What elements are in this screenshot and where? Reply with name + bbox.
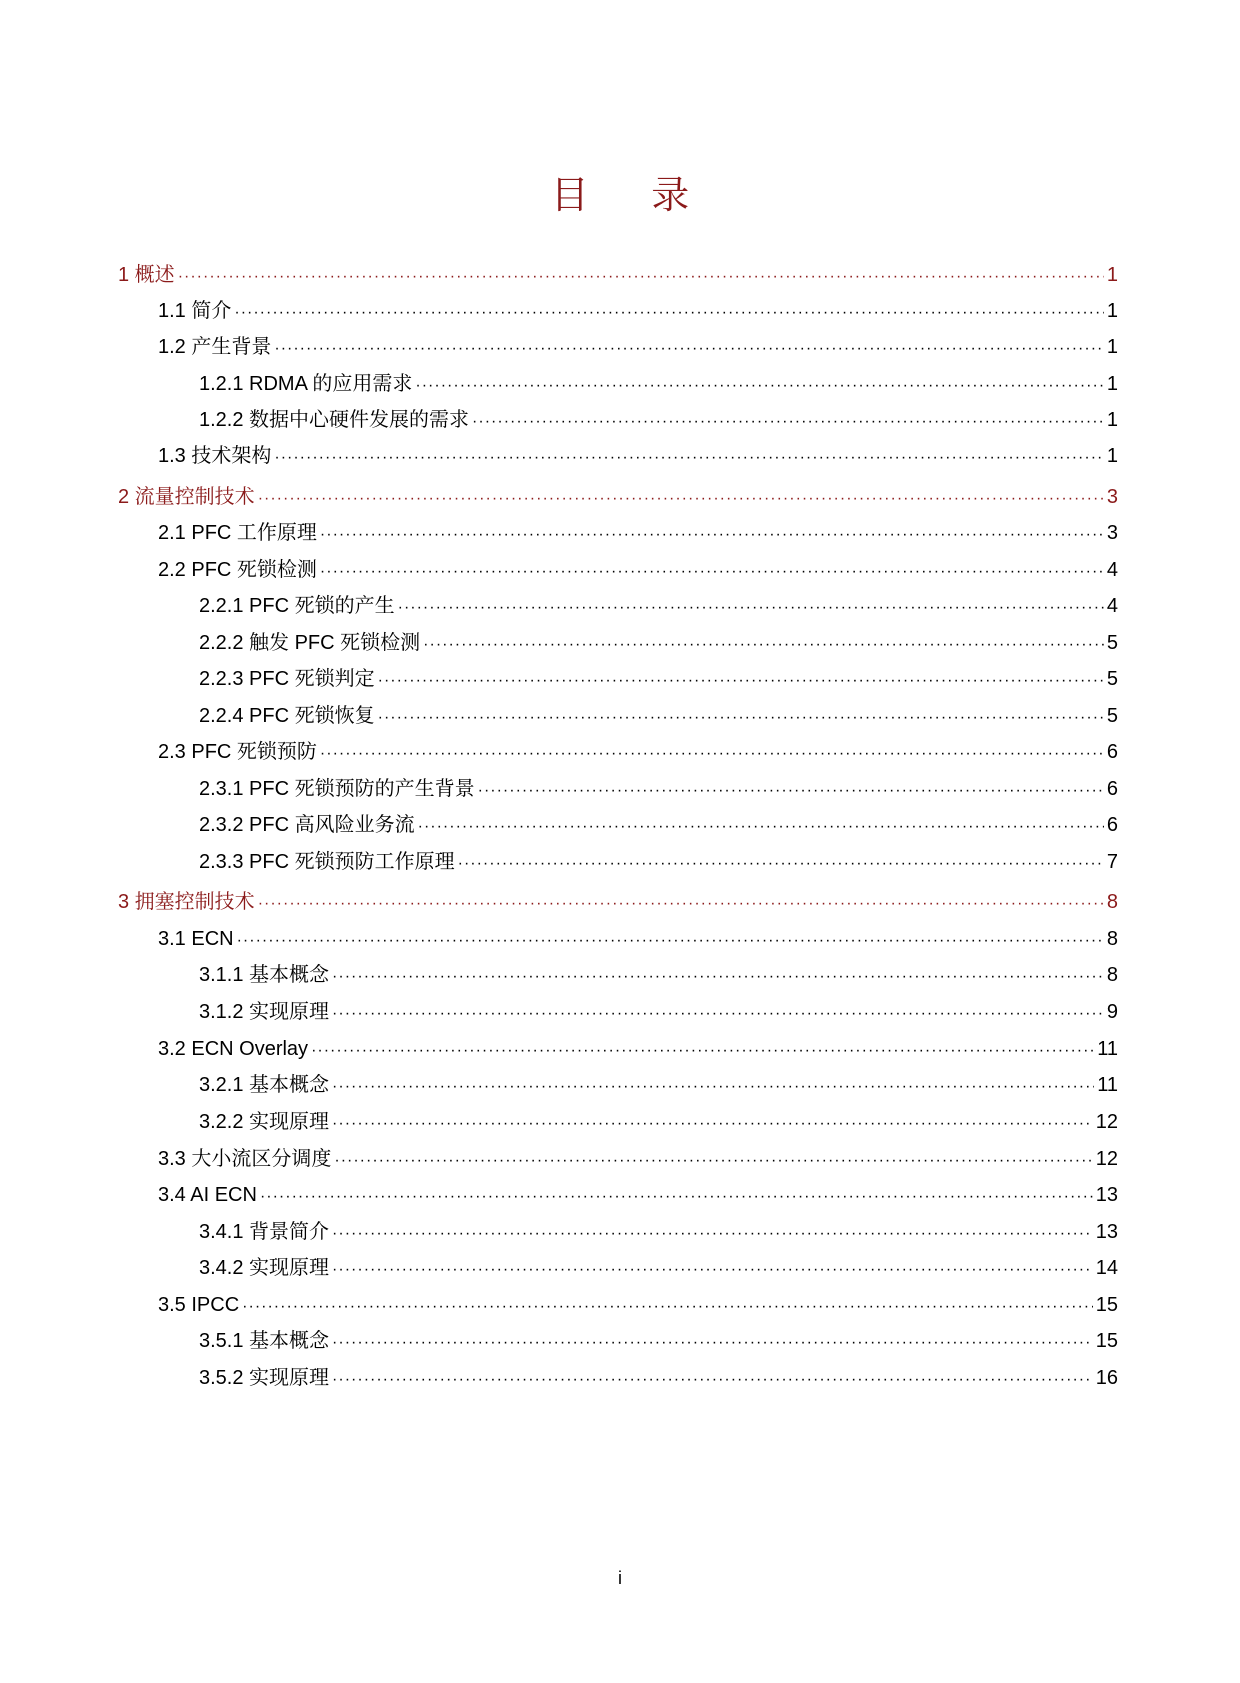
toc-entry-page-number: 1 bbox=[1106, 264, 1118, 286]
toc-entry-page-number: 13 bbox=[1095, 1221, 1118, 1243]
toc-leader-dots bbox=[418, 814, 1104, 840]
toc-entry[interactable] bbox=[158, 926, 1118, 954]
toc-entry-label: 3.5 IPCC bbox=[158, 1294, 240, 1316]
toc-entry-page-number: 8 bbox=[1106, 964, 1118, 986]
toc-entry-label: 3.5.2 实现原理 bbox=[199, 1367, 330, 1389]
toc-entry-page-number: 1 bbox=[1106, 409, 1118, 431]
toc-entry-label: 3.1.1 基本概念 bbox=[199, 964, 330, 986]
toc-entry[interactable] bbox=[158, 1036, 1118, 1064]
toc-entry-page-number: 14 bbox=[1095, 1257, 1118, 1279]
toc-entry-page-number: 13 bbox=[1095, 1184, 1118, 1206]
toc-leader-dots bbox=[237, 928, 1104, 954]
toc-entry-page-number: 8 bbox=[1106, 928, 1118, 950]
toc-entry-page-number: 5 bbox=[1106, 632, 1118, 654]
toc-leader-dots bbox=[320, 741, 1104, 767]
toc-entry-page-number: 6 bbox=[1106, 778, 1118, 800]
toc-leader-dots bbox=[478, 778, 1104, 804]
toc-entry-label: 1.3 技术架构 bbox=[158, 445, 272, 467]
toc-leader-dots bbox=[332, 1074, 1094, 1100]
toc-entry-label: 2 流量控制技术 bbox=[118, 486, 255, 508]
toc-entry[interactable] bbox=[118, 484, 1118, 512]
toc-leader-dots bbox=[415, 373, 1103, 399]
toc-entry-page-number: 1 bbox=[1106, 445, 1118, 467]
toc-entry[interactable] bbox=[158, 1146, 1118, 1174]
toc-entry-label: 1.1 简介 bbox=[158, 300, 232, 322]
toc-leader-dots bbox=[332, 1111, 1093, 1137]
toc-entry-page-number: 12 bbox=[1095, 1148, 1118, 1170]
toc-leader-dots bbox=[274, 336, 1104, 362]
toc-entry-page-number: 4 bbox=[1106, 559, 1118, 581]
toc-leader-dots bbox=[378, 705, 1104, 731]
toc-leader-dots bbox=[423, 632, 1104, 658]
toc-entry-page-number: 3 bbox=[1106, 486, 1118, 508]
toc-entry-page-number: 15 bbox=[1095, 1294, 1118, 1316]
toc-entry[interactable] bbox=[158, 1292, 1118, 1320]
toc-entry[interactable] bbox=[158, 443, 1118, 471]
toc-leader-dots bbox=[258, 891, 1104, 917]
toc-entry[interactable] bbox=[199, 1365, 1118, 1393]
toc-entry-page-number: 5 bbox=[1106, 668, 1118, 690]
toc-entry-label: 2.1 PFC 工作原理 bbox=[158, 522, 317, 544]
toc-leader-dots bbox=[472, 409, 1104, 435]
toc-leader-dots bbox=[332, 1221, 1093, 1247]
toc-entry-label: 3.2 ECN Overlay bbox=[158, 1038, 309, 1060]
toc-entry[interactable] bbox=[199, 703, 1118, 731]
toc-entry-page-number: 1 bbox=[1106, 300, 1118, 322]
toc-leader-dots bbox=[332, 1257, 1093, 1283]
toc-entry-label: 3.4 AI ECN bbox=[158, 1184, 257, 1206]
toc-entry[interactable] bbox=[199, 849, 1118, 877]
toc-entry-label: 1.2.1 RDMA 的应用需求 bbox=[199, 373, 413, 395]
toc-leader-dots bbox=[458, 851, 1104, 877]
toc-entry[interactable] bbox=[199, 371, 1118, 399]
toc-title: 目 录 bbox=[550, 175, 716, 217]
toc-entry[interactable] bbox=[199, 1109, 1118, 1137]
toc-entry-label: 2.2.2 触发 PFC 死锁检测 bbox=[199, 632, 421, 654]
toc-leader-dots bbox=[274, 445, 1104, 471]
toc-entry-page-number: 11 bbox=[1097, 1038, 1118, 1060]
toc-entry-label: 3.1.2 实现原理 bbox=[199, 1001, 330, 1023]
toc-entry-page-number: 6 bbox=[1106, 741, 1118, 763]
toc-entry[interactable] bbox=[199, 962, 1118, 990]
toc-entry[interactable] bbox=[158, 334, 1118, 362]
toc-leader-dots bbox=[378, 668, 1104, 694]
toc-entry-page-number: 1 bbox=[1106, 373, 1118, 395]
toc-entry[interactable] bbox=[158, 739, 1118, 767]
toc-leader-dots bbox=[320, 559, 1104, 585]
toc-leader-dots bbox=[320, 522, 1104, 548]
toc-leader-dots bbox=[260, 1184, 1093, 1210]
toc-entry-label: 2.2 PFC 死锁检测 bbox=[158, 559, 317, 581]
toc-entry-page-number: 11 bbox=[1097, 1074, 1118, 1096]
toc-entry[interactable] bbox=[199, 999, 1118, 1027]
toc-leader-dots bbox=[332, 1001, 1104, 1027]
toc-entry-label: 3.5.1 基本概念 bbox=[199, 1330, 330, 1352]
toc-entry-page-number: 16 bbox=[1095, 1367, 1118, 1389]
toc-entry-page-number: 3 bbox=[1106, 522, 1118, 544]
toc-entry[interactable] bbox=[199, 812, 1118, 840]
toc-entry-label: 3.1 ECN bbox=[158, 928, 234, 950]
toc-entry-label: 3.2.1 基本概念 bbox=[199, 1074, 330, 1096]
toc-entry-label: 1.2 产生背景 bbox=[158, 336, 272, 358]
page-footer-number: i bbox=[618, 1568, 622, 1588]
toc-entry-label: 3.3 大小流区分调度 bbox=[158, 1148, 332, 1170]
toc-entry-label: 2.3.1 PFC 死锁预防的产生背景 bbox=[199, 778, 475, 800]
toc-entry-page-number: 5 bbox=[1106, 705, 1118, 727]
toc-entry[interactable] bbox=[199, 1219, 1118, 1247]
toc-entry-label: 3.4.2 实现原理 bbox=[199, 1257, 330, 1279]
toc-entry-label: 2.2.1 PFC 死锁的产生 bbox=[199, 595, 395, 617]
toc-leader-dots bbox=[234, 300, 1104, 326]
toc-entry-label: 1 概述 bbox=[118, 264, 175, 286]
toc-entry[interactable] bbox=[158, 298, 1118, 326]
toc-entry[interactable] bbox=[199, 1072, 1118, 1100]
toc-leader-dots bbox=[178, 264, 1104, 290]
toc-entry-label: 2.3.3 PFC 死锁预防工作原理 bbox=[199, 851, 455, 873]
toc-entry-page-number: 9 bbox=[1106, 1001, 1118, 1023]
toc-entry-label: 3.2.2 实现原理 bbox=[199, 1111, 330, 1133]
toc-entry[interactable] bbox=[199, 593, 1118, 621]
toc-entry-label: 3 拥塞控制技术 bbox=[118, 891, 255, 913]
toc-leader-dots bbox=[334, 1148, 1092, 1174]
toc-entry-label: 2.2.4 PFC 死锁恢复 bbox=[199, 705, 375, 727]
toc-leader-dots bbox=[332, 1367, 1093, 1393]
toc-entry-page-number: 7 bbox=[1106, 851, 1118, 873]
toc-entry[interactable] bbox=[158, 1182, 1118, 1210]
toc-entry-label: 2.3 PFC 死锁预防 bbox=[158, 741, 317, 763]
toc-entry-label: 1.2.2 数据中心硬件发展的需求 bbox=[199, 409, 470, 431]
toc-entry-page-number: 15 bbox=[1095, 1330, 1118, 1352]
toc-entry-page-number: 12 bbox=[1095, 1111, 1118, 1133]
toc-entry-page-number: 1 bbox=[1106, 336, 1118, 358]
toc-leader-dots bbox=[258, 486, 1104, 512]
toc-entry[interactable] bbox=[199, 776, 1118, 804]
toc-entry[interactable] bbox=[199, 1328, 1118, 1356]
toc-entry[interactable] bbox=[199, 666, 1118, 694]
toc-leader-dots bbox=[398, 595, 1104, 621]
toc-leader-dots bbox=[242, 1294, 1093, 1320]
toc-entry[interactable] bbox=[199, 1255, 1118, 1283]
toc-entry[interactable] bbox=[158, 557, 1118, 585]
toc-leader-dots bbox=[332, 964, 1104, 990]
toc-entry-page-number: 8 bbox=[1106, 891, 1118, 913]
toc-entry[interactable] bbox=[118, 889, 1118, 917]
toc-leader-dots bbox=[332, 1330, 1093, 1356]
toc-entry[interactable] bbox=[118, 262, 1118, 290]
toc-entry-label: 2.2.3 PFC 死锁判定 bbox=[199, 668, 375, 690]
toc-leader-dots bbox=[311, 1038, 1094, 1064]
toc-entry-label: 3.4.1 背景简介 bbox=[199, 1221, 330, 1243]
toc-entry[interactable] bbox=[199, 407, 1118, 435]
toc-entry-page-number: 4 bbox=[1106, 595, 1118, 617]
toc-entry[interactable] bbox=[199, 630, 1118, 658]
toc-entry-page-number: 6 bbox=[1106, 814, 1118, 836]
toc-entry[interactable] bbox=[158, 520, 1118, 548]
toc-entry-label: 2.3.2 PFC 高风险业务流 bbox=[199, 814, 415, 836]
